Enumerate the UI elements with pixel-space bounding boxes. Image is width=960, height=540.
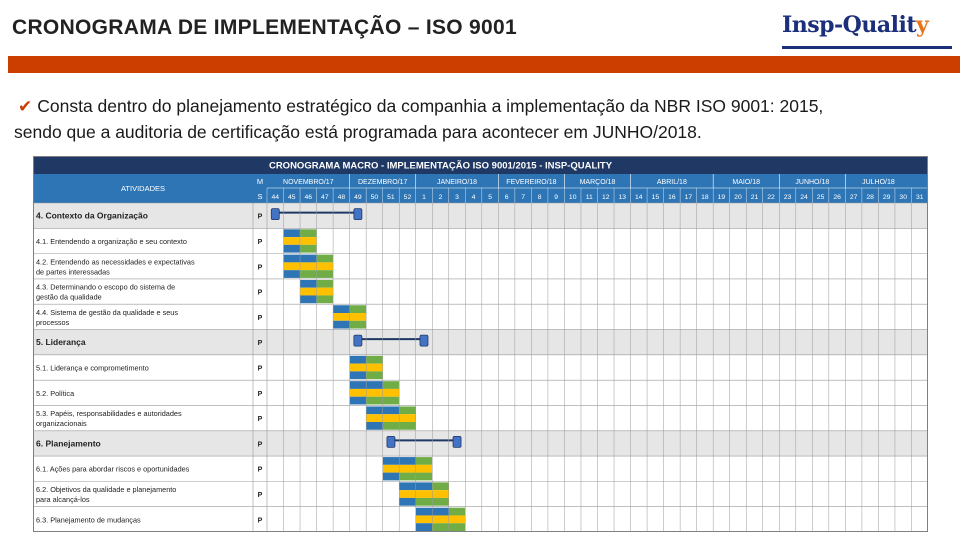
- plan-bar-bottom: [383, 473, 400, 481]
- plan-bar-mid: [317, 288, 334, 296]
- plan-bar-top: [284, 255, 301, 263]
- plan-bar-bottom: [399, 498, 416, 506]
- month-label: MARÇO/18: [579, 179, 616, 186]
- plan-bar-top: [399, 457, 416, 465]
- section-bracket-start: [271, 209, 279, 220]
- week-label: 13: [618, 194, 627, 201]
- plan-bar-mid: [432, 515, 449, 523]
- plan-flag: P: [257, 314, 263, 322]
- plan-bar-mid: [350, 364, 367, 372]
- week-label: 8: [537, 194, 542, 201]
- week-label: 23: [783, 194, 792, 201]
- plan-bar-bottom: [449, 523, 466, 531]
- month-row-label: M: [256, 177, 264, 186]
- week-label: 29: [882, 194, 891, 201]
- plan-bar-bottom: [416, 523, 433, 531]
- plan-bar-top: [416, 482, 433, 490]
- plan-bar-top: [366, 406, 383, 414]
- section-label: 5. Liderança: [36, 337, 86, 348]
- plan-bar-bottom: [432, 523, 449, 531]
- week-label: 16: [668, 194, 676, 201]
- plan-bar-top: [383, 457, 400, 465]
- section-label: 6. Planejamento: [36, 438, 101, 449]
- plan-bar-bottom: [399, 422, 416, 430]
- section-row: [33, 431, 928, 456]
- plan-bar-top: [317, 255, 334, 263]
- logo-text-accent: y: [915, 12, 929, 38]
- section-bracket-start: [354, 335, 362, 346]
- plan-bar-top: [300, 280, 317, 288]
- month-label: DEZEMBRO/17: [357, 179, 408, 186]
- month-label: JUNHO/18: [795, 179, 830, 186]
- plan-flag: P: [257, 466, 263, 474]
- plan-bar-bottom: [416, 473, 433, 481]
- section-bracket-end: [453, 436, 461, 447]
- plan-bar-bottom: [317, 295, 334, 303]
- plan-bar-bottom: [333, 321, 350, 329]
- week-label: 7: [521, 194, 526, 201]
- week-label: 48: [337, 194, 346, 201]
- activity-label: 6.2. Objetivos da qualidade e planejamento para alcançá-los: [36, 485, 177, 505]
- plan-bar-bottom: [399, 473, 416, 481]
- week-label: 20: [734, 194, 742, 201]
- activity-label: 4.1. Entendendo a organização e seu contexto: [36, 236, 187, 246]
- section-label: 4. Contexto da Organização: [36, 210, 148, 221]
- plan-bar-mid: [300, 262, 317, 270]
- week-label: 21: [750, 194, 759, 201]
- week-label: 31: [915, 194, 924, 201]
- plan-bar-mid: [383, 389, 400, 397]
- plan-bar-top: [366, 381, 383, 389]
- week-label: 30: [899, 194, 907, 201]
- plan-bar-top: [432, 508, 449, 516]
- month-label: FEVEREIRO/18: [506, 179, 557, 186]
- activity-row: [33, 507, 928, 532]
- week-label: 15: [651, 194, 660, 201]
- week-label: 17: [684, 194, 693, 201]
- plan-flag: P: [257, 441, 263, 449]
- week-label: 46: [304, 194, 313, 201]
- week-label: 19: [717, 194, 726, 201]
- plan-bar-mid: [317, 262, 334, 270]
- week-label: 49: [354, 194, 362, 201]
- plan-flag: P: [257, 213, 263, 221]
- plan-flag: P: [257, 416, 263, 424]
- week-label: 52: [403, 194, 412, 201]
- week-label: 5: [488, 194, 492, 201]
- month-label: JULHO/18: [862, 179, 895, 186]
- plan-bar-top: [333, 305, 350, 313]
- plan-bar-bottom: [300, 270, 317, 278]
- plan-bar-top: [383, 381, 400, 389]
- plan-bar-top: [432, 482, 449, 490]
- week-label: 1: [422, 194, 426, 201]
- plan-bar-top: [350, 381, 367, 389]
- plan-bar-bottom: [350, 397, 367, 405]
- bullet-paragraph: [14, 94, 944, 144]
- week-row-label: S: [257, 192, 263, 201]
- activity-row: [33, 380, 928, 405]
- month-label: JANEIRO/18: [436, 179, 478, 186]
- activity-label: 4.3. Determinando o escopo do sistema de gestão da qualidade: [36, 282, 176, 302]
- plan-bar-top: [350, 305, 367, 313]
- month-label: MAIO/18: [732, 179, 761, 186]
- plan-bar-mid: [284, 237, 301, 245]
- activity-label: 4.4. Sistema de gestão da qualidade e seus processos: [36, 307, 178, 327]
- logo-text-main: Insp-Qualit: [782, 12, 916, 38]
- plan-bar-bottom: [284, 245, 301, 253]
- week-label: 11: [585, 194, 593, 201]
- plan-bar-bottom: [300, 295, 317, 303]
- plan-bar-top: [317, 280, 334, 288]
- plan-bar-mid: [366, 414, 383, 422]
- plan-bar-top: [366, 356, 383, 364]
- plan-bar-mid: [399, 490, 416, 498]
- plan-bar-top: [416, 457, 433, 465]
- week-label: 3: [455, 194, 459, 201]
- week-label: 22: [767, 194, 775, 201]
- week-label: 27: [849, 194, 858, 201]
- plan-bar-bottom: [350, 321, 367, 329]
- week-label: 12: [601, 194, 610, 201]
- plan-bar-mid: [416, 515, 433, 523]
- logo-underline: [782, 46, 952, 49]
- plan-bar-bottom: [366, 397, 383, 405]
- company-logo: [782, 6, 954, 48]
- week-label: 6: [504, 194, 509, 201]
- plan-bar-mid: [284, 262, 301, 270]
- plan-bar-top: [350, 356, 367, 364]
- section-bracket-start: [387, 436, 395, 447]
- activity-label: 5.2. Política: [36, 388, 75, 398]
- plan-flag: P: [257, 365, 263, 373]
- week-label: 44: [271, 194, 280, 201]
- plan-bar-bottom: [317, 270, 334, 278]
- plan-bar-top: [399, 482, 416, 490]
- plan-bar-top: [300, 255, 317, 263]
- plan-flag: P: [257, 289, 263, 297]
- bullet-line-1: Consta dentro do planejamento estratégico da companhia a implementação da NBR ISO 9001: 2015,: [37, 96, 824, 116]
- plan-bar-mid: [366, 364, 383, 372]
- plan-bar-mid: [432, 490, 449, 498]
- bullet-line-2: sendo que a auditoria de certificação está programada para acontecer em JUNHO/2018.: [14, 122, 702, 142]
- plan-flag: P: [257, 340, 263, 348]
- plan-bar-mid: [333, 313, 350, 321]
- plan-bar-top: [300, 229, 317, 237]
- activity-label: 6.3. Planejamento de mudanças: [36, 515, 141, 525]
- plan-bar-top: [449, 508, 466, 516]
- week-label: 26: [833, 194, 841, 201]
- week-label: 51: [387, 194, 395, 201]
- week-label: 10: [568, 194, 577, 201]
- plan-bar-bottom: [350, 371, 367, 379]
- plan-bar-bottom: [366, 422, 383, 430]
- plan-bar-bottom: [300, 245, 317, 253]
- plan-flag: P: [257, 517, 263, 525]
- slide-header: [0, 0, 960, 56]
- week-label: 25: [816, 194, 825, 201]
- week-label: 14: [635, 194, 643, 201]
- header-divider-bar: [8, 56, 960, 73]
- section-row: [33, 330, 928, 355]
- activity-label: 6.1. Ações para abordar riscos e oportunidades: [36, 464, 190, 474]
- activities-header: ATIVIDADES: [120, 184, 166, 193]
- plan-bar-mid: [350, 389, 367, 397]
- plan-bar-mid: [383, 465, 400, 473]
- plan-bar-mid: [366, 389, 383, 397]
- check-icon: ✔: [18, 97, 33, 117]
- plan-bar-mid: [300, 237, 317, 245]
- plan-bar-mid: [416, 465, 433, 473]
- gantt-svg: [33, 156, 928, 532]
- plan-bar-bottom: [432, 498, 449, 506]
- plan-bar-mid: [399, 414, 416, 422]
- plan-bar-mid: [383, 414, 400, 422]
- week-label: 4: [471, 194, 476, 201]
- section-bracket-end: [354, 209, 362, 220]
- week-label: 9: [554, 194, 559, 201]
- plan-bar-top: [399, 406, 416, 414]
- section-bracket-end: [420, 335, 428, 346]
- week-label: 24: [800, 194, 808, 201]
- plan-bar-top: [383, 406, 400, 414]
- week-label: 28: [866, 194, 874, 201]
- month-label: ABRIL/18: [656, 179, 687, 186]
- plan-bar-bottom: [383, 397, 400, 405]
- plan-bar-bottom: [366, 371, 383, 379]
- gantt-chart: [33, 156, 928, 532]
- plan-bar-mid: [449, 515, 466, 523]
- plan-bar-bottom: [383, 422, 400, 430]
- plan-bar-mid: [399, 465, 416, 473]
- plan-flag: P: [257, 492, 263, 500]
- week-label: 50: [370, 194, 379, 201]
- plan-flag: P: [257, 264, 263, 272]
- week-label: 47: [321, 194, 329, 201]
- page-title: CRONOGRAMA DE IMPLEMENTAÇÃO – ISO 9001: [12, 16, 517, 39]
- plan-bar-bottom: [284, 270, 301, 278]
- plan-bar-top: [416, 508, 433, 516]
- activity-label: 5.1. Liderança e comprometimento: [36, 363, 149, 373]
- plan-bar-mid: [416, 490, 433, 498]
- plan-bar-mid: [350, 313, 367, 321]
- week-label: 2: [438, 194, 443, 201]
- plan-bar-bottom: [416, 498, 433, 506]
- plan-bar-mid: [300, 288, 317, 296]
- plan-bar-top: [284, 229, 301, 237]
- week-label: 45: [288, 194, 296, 201]
- gantt-header-bg: [33, 174, 928, 203]
- activity-label: 4.2. Entendendo as necessidades e expectativas de partes interessadas: [36, 257, 195, 277]
- activity-label: 5.3. Papéis, responsabilidades e autoridades organizacionais: [36, 409, 182, 429]
- week-label: 18: [701, 194, 709, 201]
- gantt-title: CRONOGRAMA MACRO - IMPLEMENTAÇÃO ISO 9001/2015 - INSP-QUALITY: [268, 160, 613, 172]
- month-label: NOVEMBRO/17: [283, 179, 334, 186]
- activity-row: [33, 355, 928, 380]
- plan-flag: P: [257, 390, 263, 398]
- section-row: [33, 203, 928, 228]
- plan-flag: P: [257, 238, 263, 246]
